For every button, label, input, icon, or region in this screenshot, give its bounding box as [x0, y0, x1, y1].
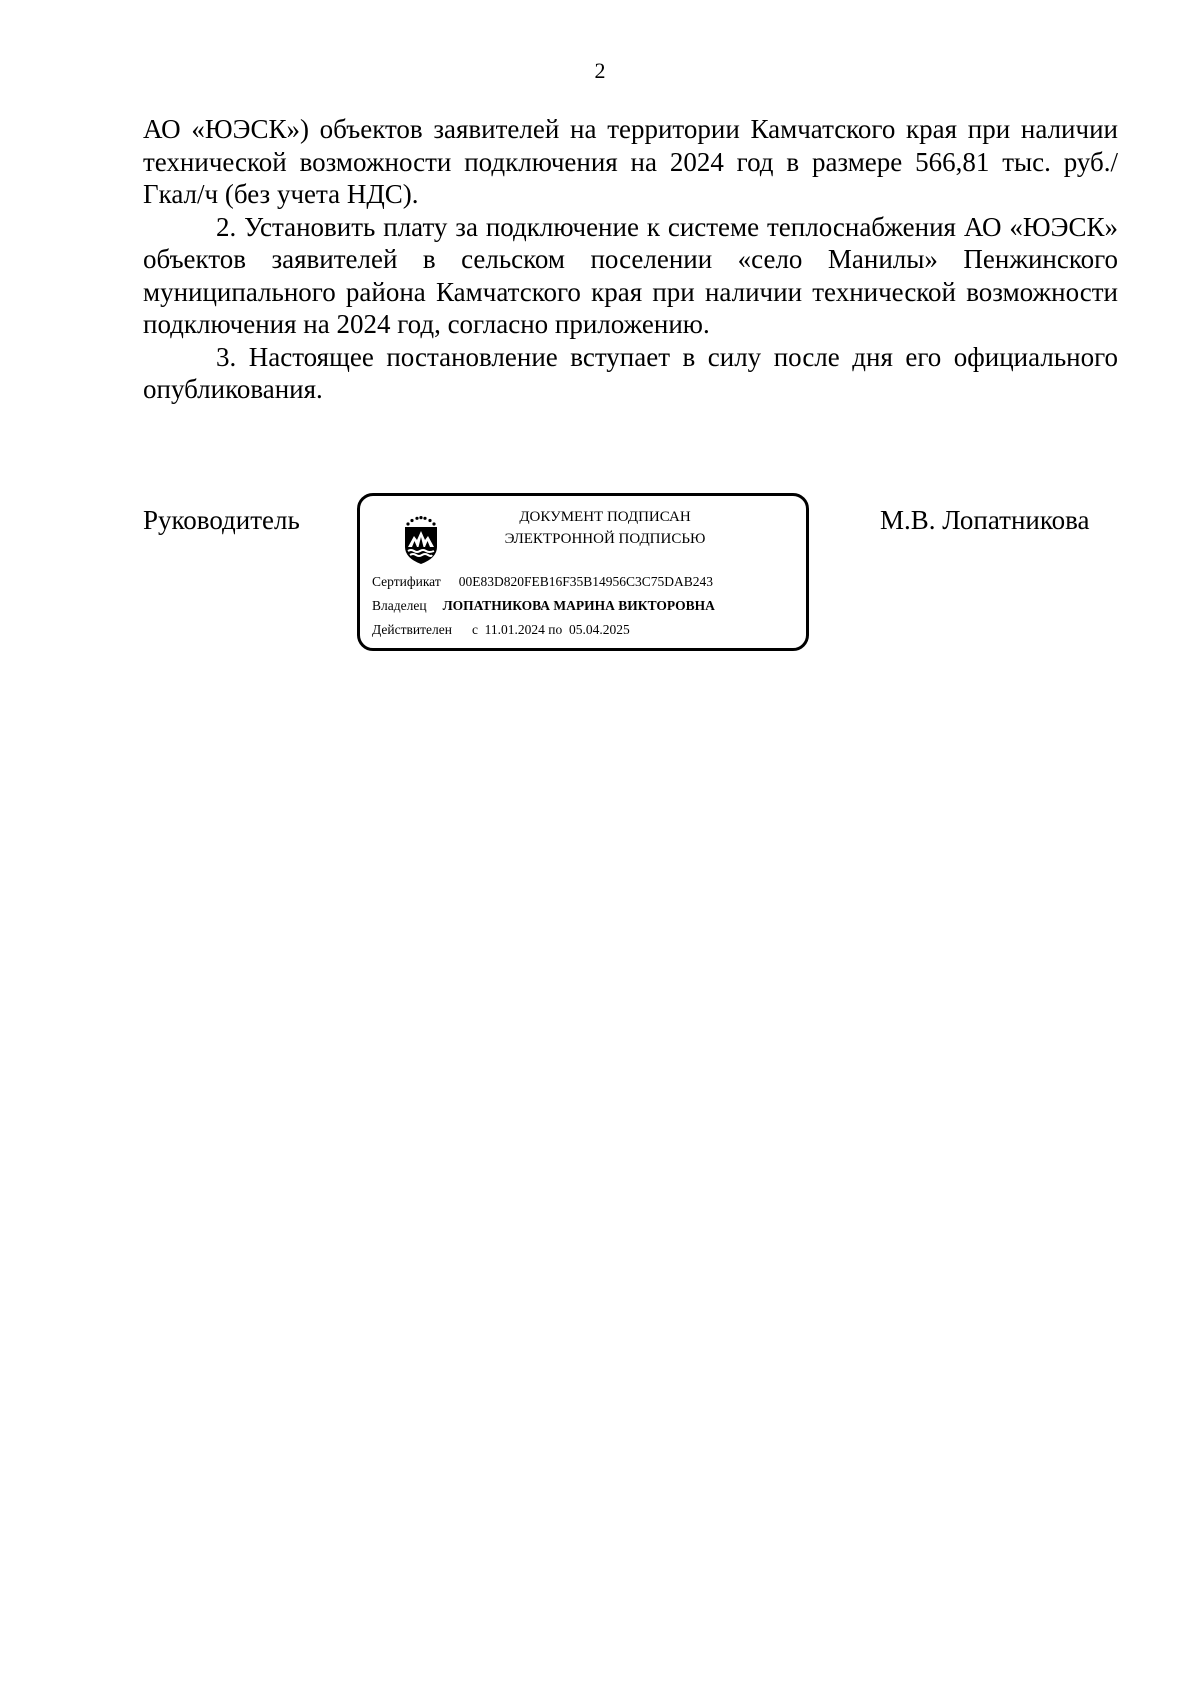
- validity-label: Действителен: [372, 622, 452, 637]
- owner-value: ЛОПАТНИКОВА МАРИНА ВИКТОРОВНА: [442, 598, 715, 613]
- stamp-header-line-2: ЭЛЕКТРОННОЙ ПОДПИСЬЮ: [504, 531, 706, 547]
- certificate-value: 00E83D820FEB16F35B14956C3C75DAB243: [458, 574, 714, 589]
- stamp-header: [480, 506, 730, 550]
- paragraph-continuation: АО «ЮЭСК») объектов заявителей на территории Камчатского края при наличии технической возможности подключения на 2024 год в размере 566,81 тыс. руб./Гкал/ч (без учета НДС).: [143, 114, 1118, 209]
- document-body: [143, 113, 1118, 406]
- certificate-row: [372, 573, 713, 591]
- page-number: 2: [594, 58, 606, 83]
- validity-value: с 11.01.2024 по 05.04.2025: [471, 622, 630, 637]
- owner-label: Владелец: [372, 598, 427, 613]
- validity-row: [372, 621, 630, 639]
- paragraph-item-3: 3. Настоящее постановление вступает в силу после дня его официального опубликования.: [143, 341, 1118, 404]
- signatory-name: М.В. Лопатникова: [880, 505, 1090, 535]
- coat-of-arms-icon: [396, 514, 446, 566]
- certificate-label: Сертификат: [372, 574, 441, 589]
- signatory-title: Руководитель: [143, 505, 300, 535]
- owner-row: [372, 597, 715, 615]
- paragraph-item-2: 2. Установить плату за подключение к системе теплоснабжения АО «ЮЭСК» объектов заявителей в сельском поселении «село Манилы» Пенжинского муниципального района Камчатского края при наличии технической возможности подключения на 2024 год, согласно приложению.: [143, 211, 1118, 339]
- stamp-header-line-1: ДОКУМЕНТ ПОДПИСАН: [519, 509, 691, 525]
- electronic-signature-stamp: [357, 493, 809, 651]
